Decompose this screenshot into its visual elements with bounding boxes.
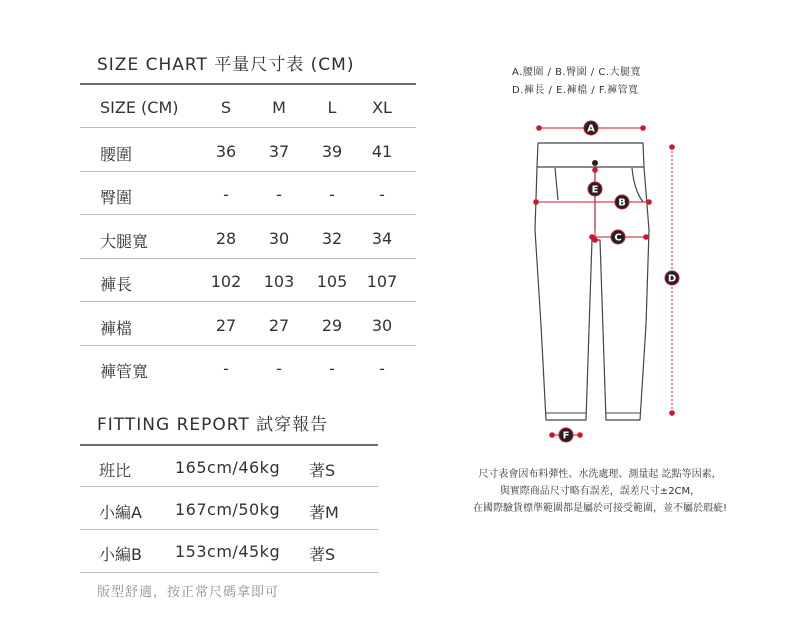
header-size-m: M <box>272 98 286 117</box>
table-cell: 103 <box>263 272 295 291</box>
table-cell: 29 <box>321 316 343 335</box>
table-cell: 107 <box>366 272 398 291</box>
fitter-size: 著S <box>309 461 336 480</box>
divider <box>80 345 416 346</box>
pants-pocket-left <box>555 168 558 200</box>
fitter-stats: 153cm/45kg <box>175 542 281 561</box>
fitter-size: 著S <box>309 545 336 564</box>
divider <box>80 171 416 172</box>
divider <box>80 301 416 302</box>
table-cell: - <box>276 185 282 204</box>
disclaimer-line-3: 在國際驗貨標準範圍都是屬於可接受範圍，並不屬於瑕疵! <box>472 503 727 514</box>
pants-diagram <box>500 110 720 450</box>
fitter-name: 班比 <box>99 461 132 480</box>
table-cell: - <box>329 185 335 204</box>
pants-button-icon <box>592 160 598 166</box>
fitter-size: 著M <box>309 503 339 522</box>
header-size-l: L <box>327 98 337 117</box>
row-label-hip: 臀圍 <box>100 188 133 207</box>
divider <box>80 572 378 573</box>
svg-text:C: C <box>614 232 622 244</box>
disclaimer-line-2: 與實際商品尺寸略有誤差，誤差尺寸±2CM， <box>499 486 701 497</box>
divider <box>80 83 416 85</box>
fitting-note: 版型舒適，按正常尺碼拿即可 <box>97 585 280 600</box>
size-chart-title: SIZE CHART 平量尺寸表 (CM) <box>97 55 355 75</box>
table-cell: 30 <box>371 316 393 335</box>
marker-a-icon <box>584 121 598 135</box>
table-cell: 102 <box>210 272 242 291</box>
row-label-length: 褲長 <box>100 275 133 294</box>
table-cell: 34 <box>371 229 393 248</box>
divider <box>80 214 416 215</box>
marker-f-icon <box>559 428 573 442</box>
header-size-xl: XL <box>372 98 392 117</box>
legend-line-2: D.褲長 / E.褲檔 / F.褲管寬 <box>512 85 639 96</box>
pants-waistband <box>537 143 644 167</box>
svg-text:F: F <box>562 430 570 442</box>
divider <box>80 529 378 530</box>
table-cell: - <box>276 359 282 378</box>
pants-outline <box>535 167 649 420</box>
row-label-leg-opening: 褲管寬 <box>100 362 149 381</box>
disclaimer-line-1: 尺寸表會因布料彈性、水洗處理、測量起 訖點等因素， <box>478 469 722 480</box>
header-size-label: SIZE (CM) <box>100 98 179 117</box>
table-cell: - <box>379 185 385 204</box>
row-label-rise: 褲檔 <box>100 319 133 338</box>
table-cell: 39 <box>321 142 343 161</box>
marker-e-icon <box>588 182 602 196</box>
table-cell: - <box>223 185 229 204</box>
header-size-s: S <box>220 98 232 117</box>
fitter-stats: 165cm/46kg <box>175 458 281 477</box>
marker-d-icon <box>665 271 679 285</box>
svg-text:E: E <box>591 184 599 196</box>
marker-b-icon <box>615 195 629 209</box>
table-cell: 30 <box>268 229 290 248</box>
legend-line-1: A.腰圍 / B.臀圍 / C.大腿寬 <box>512 67 641 78</box>
row-label-thigh: 大腿寬 <box>100 232 149 251</box>
table-cell: 37 <box>268 142 290 161</box>
table-cell: 27 <box>268 316 290 335</box>
fitter-name: 小編A <box>99 503 142 522</box>
table-cell: 32 <box>321 229 343 248</box>
fitting-report-title: FITTING REPORT 試穿報告 <box>97 415 329 435</box>
fitter-stats: 167cm/50kg <box>175 500 281 519</box>
pants-pocket-right <box>632 168 643 202</box>
disclaimer <box>432 466 768 517</box>
table-cell: - <box>223 359 229 378</box>
divider <box>80 444 378 446</box>
table-cell: - <box>379 359 385 378</box>
svg-text:B: B <box>618 197 626 209</box>
table-cell: 27 <box>215 316 237 335</box>
divider <box>80 258 416 259</box>
table-cell: 28 <box>215 229 237 248</box>
divider <box>80 127 416 128</box>
fitter-name: 小編B <box>99 545 142 564</box>
row-label-waist: 腰圍 <box>100 145 133 164</box>
table-cell: 41 <box>371 142 393 161</box>
divider <box>80 486 378 487</box>
svg-text:A: A <box>587 123 595 135</box>
table-cell: - <box>329 359 335 378</box>
table-cell: 105 <box>316 272 348 291</box>
svg-text:D: D <box>667 273 677 285</box>
marker-c-icon <box>611 230 625 244</box>
table-cell: 36 <box>215 142 237 161</box>
